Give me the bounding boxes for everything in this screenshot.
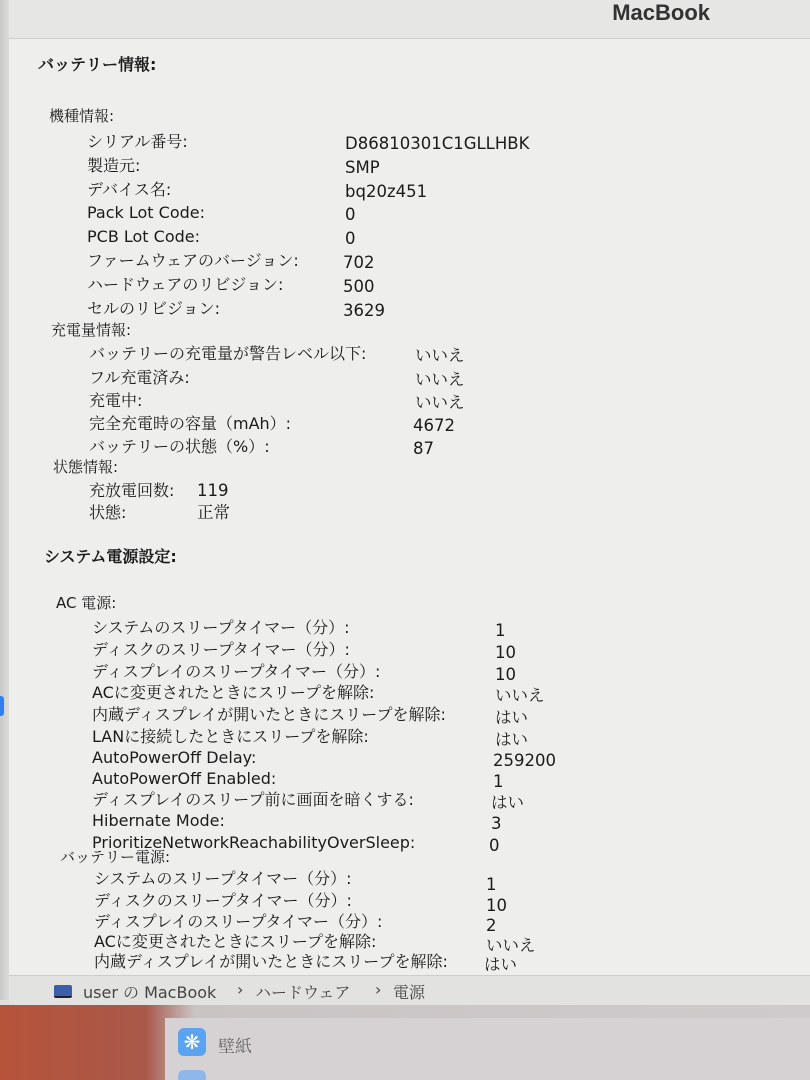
charging-value: いいえ xyxy=(415,393,465,412)
firmware-version-label: ファームウェアのバージョン: xyxy=(87,251,299,270)
firmware-version-value: 702 xyxy=(343,253,375,272)
path-item-power[interactable]: 電源 xyxy=(393,983,426,1002)
pack-lot-code-label: Pack Lot Code: xyxy=(87,203,206,222)
path-item-hardware[interactable]: ハードウェア xyxy=(255,983,351,1002)
bat-wake-on-clamshell-value: はい xyxy=(484,955,517,974)
ac-prioritize-network-value: 0 xyxy=(489,836,500,855)
path-separator: › xyxy=(237,980,244,999)
full-charge-capacity-value: 4672 xyxy=(413,416,455,435)
ac-autopoweroff-delay-label: AutoPowerOff Delay: xyxy=(92,748,257,767)
hardware-revision-value: 500 xyxy=(343,277,375,296)
battery-info-heading: バッテリー情報: xyxy=(38,55,157,74)
bat-display-sleep-value: 2 xyxy=(486,916,497,935)
manufacturer-value: SMP xyxy=(345,158,380,177)
bat-wake-on-ac-change-value: いいえ xyxy=(486,936,536,955)
ac-wake-on-lan-value: はい xyxy=(495,730,528,749)
bat-wake-on-ac-change-label: ACに変更されたときにスリープを解除: xyxy=(94,932,377,951)
ac-prioritize-network-label: PrioritizeNetworkReachabilityOverSleep: xyxy=(92,833,416,852)
charging-label: 充電中: xyxy=(89,391,143,410)
bat-disk-sleep-value: 10 xyxy=(486,896,507,915)
ac-display-sleep-label: ディスプレイのスリープタイマー（分）: xyxy=(92,662,381,681)
ac-disk-sleep-label: ディスクのスリープタイマー（分）: xyxy=(92,640,350,659)
window-title: MacBook xyxy=(612,0,710,25)
ac-power-heading: AC 電源: xyxy=(56,594,117,612)
charge-warning-label: バッテリーの充電量が警告レベル以下: xyxy=(89,344,367,363)
condition-value: 正常 xyxy=(197,503,230,522)
cycle-count-label: 充放電回数: xyxy=(89,481,175,500)
left-bezel xyxy=(0,0,9,1000)
ac-system-sleep-value: 1 xyxy=(495,621,506,640)
battery-power-heading: バッテリー電源: xyxy=(60,848,171,866)
settings-sidebar xyxy=(165,1018,810,1080)
ac-hibernate-mode-value: 3 xyxy=(491,814,502,833)
ac-system-sleep-label: システムのスリープタイマー（分）: xyxy=(92,618,350,637)
fully-charged-value: いいえ xyxy=(415,370,465,389)
ac-wake-on-clamshell-value: はい xyxy=(495,708,528,727)
hardware-revision-label: ハードウェアのリビジョン: xyxy=(87,275,284,294)
ac-wake-on-clamshell-label: 内蔵ディスプレイが開いたときにスリープを解除: xyxy=(92,705,446,724)
charge-info-heading: 充電量情報: xyxy=(51,321,132,339)
bat-system-sleep-value: 1 xyxy=(486,875,497,894)
battery-condition-value: 87 xyxy=(413,439,434,458)
device-name-label: デバイス名: xyxy=(87,180,172,199)
bat-wake-on-clamshell-label: 内蔵ディスプレイが開いたときにスリープを解除: xyxy=(94,952,448,971)
condition-label: 状態: xyxy=(89,503,127,522)
sidebar-item-wallpaper[interactable]: 壁紙 xyxy=(218,1037,252,1057)
selection-marker xyxy=(0,696,4,716)
ac-hibernate-mode-label: Hibernate Mode: xyxy=(92,811,225,830)
ac-wake-on-ac-change-value: いいえ xyxy=(495,686,545,705)
ac-disk-sleep-value: 10 xyxy=(495,643,516,662)
pack-lot-code-value: 0 xyxy=(345,205,356,224)
ac-display-dim-label: ディスプレイのスリープ前に画面を暗くする: xyxy=(92,790,414,809)
bat-system-sleep-label: システムのスリープタイマー（分）: xyxy=(94,869,352,888)
gear-icon: ❋ xyxy=(178,1028,206,1056)
pcb-lot-code-label: PCB Lot Code: xyxy=(87,227,201,246)
title-bar xyxy=(9,0,810,39)
serial-number-value: D86810301C1GLLHBK xyxy=(345,134,530,153)
ac-display-sleep-value: 10 xyxy=(495,665,516,684)
bat-display-sleep-label: ディスプレイのスリープタイマー（分）: xyxy=(94,912,383,931)
pcb-lot-code-value: 0 xyxy=(345,229,356,248)
battery-condition-label: バッテリーの状態（%）: xyxy=(89,437,270,456)
ac-autopoweroff-enabled-label: AutoPowerOff Enabled: xyxy=(92,769,277,788)
ac-wake-on-ac-change-label: ACに変更されたときにスリープを解除: xyxy=(92,683,375,702)
ac-display-dim-value: はい xyxy=(491,793,524,812)
laptop-icon xyxy=(54,985,72,998)
ac-autopoweroff-delay-value: 259200 xyxy=(493,751,556,770)
fully-charged-label: フル充電済み: xyxy=(89,368,190,387)
full-charge-capacity-label: 完全充電時の容量（mAh）: xyxy=(89,414,292,433)
cell-revision-value: 3629 xyxy=(343,301,385,320)
path-item-computer[interactable]: user の MacBook xyxy=(83,983,217,1002)
path-separator: › xyxy=(375,980,382,999)
bat-disk-sleep-label: ディスクのスリープタイマー（分）: xyxy=(94,891,352,910)
device-name-value: bq20z451 xyxy=(345,182,428,201)
manufacturer-label: 製造元: xyxy=(87,156,141,175)
ac-autopoweroff-enabled-value: 1 xyxy=(493,772,504,791)
path-bar xyxy=(9,975,810,1006)
ac-wake-on-lan-label: LANに接続したときにスリープを解除: xyxy=(92,727,369,746)
sidebar-next-icon xyxy=(178,1070,206,1080)
cell-revision-label: セルのリビジョン: xyxy=(87,299,221,318)
health-info-heading: 状態情報: xyxy=(53,458,119,476)
cycle-count-value: 119 xyxy=(197,481,229,500)
charge-warning-value: いいえ xyxy=(415,346,465,365)
power-settings-heading: システム電源設定: xyxy=(44,547,177,566)
serial-number-label: シリアル番号: xyxy=(87,132,188,151)
report-content xyxy=(9,39,810,975)
model-info-heading: 機種情報: xyxy=(49,107,115,125)
